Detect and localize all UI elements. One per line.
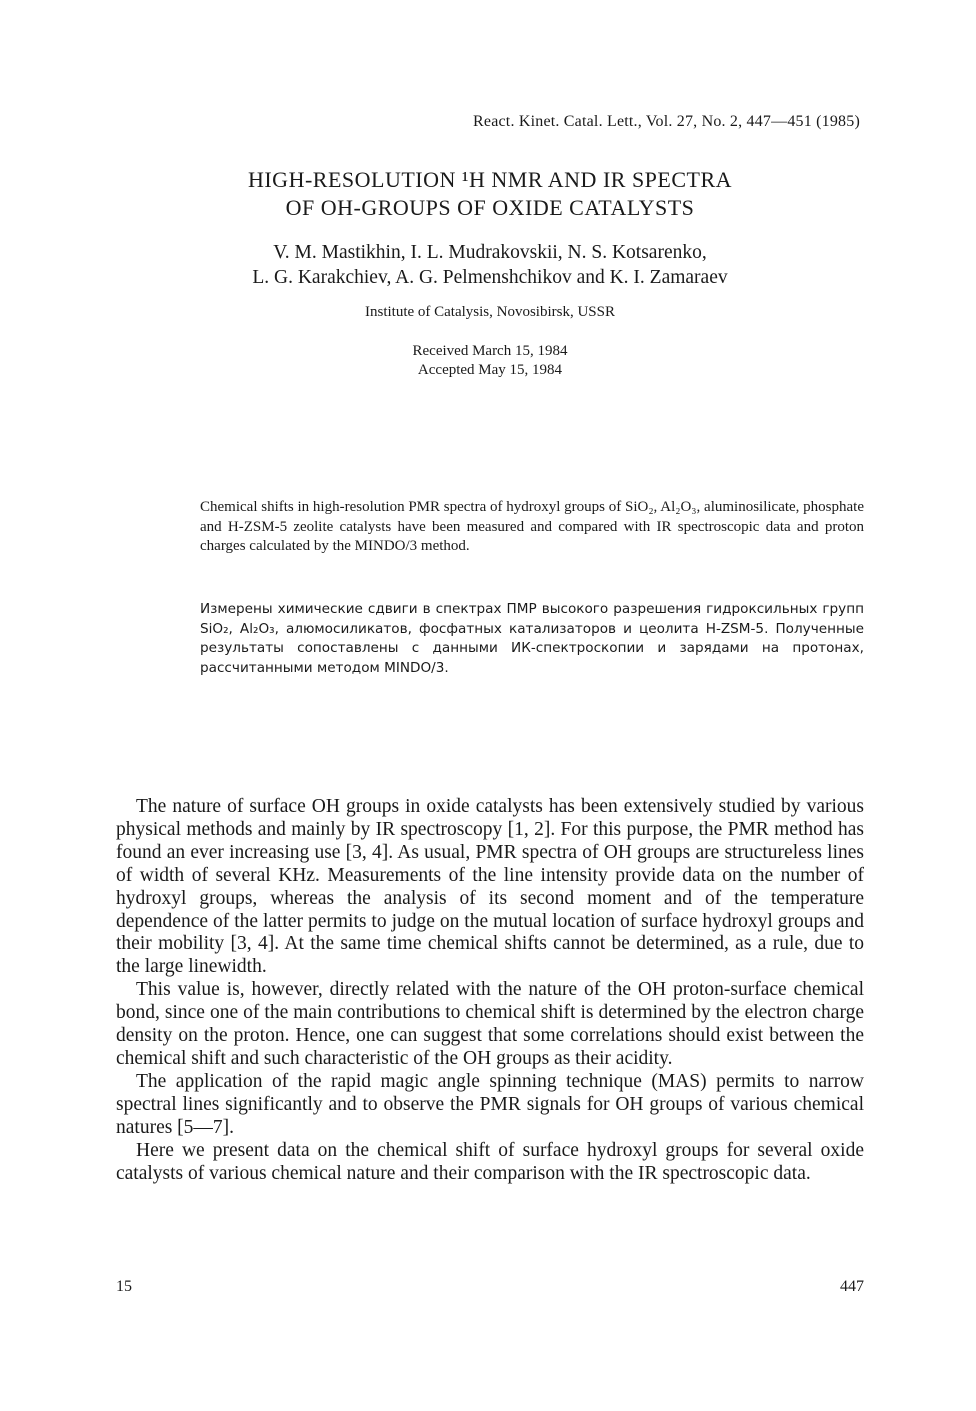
body-paragraph-4: Here we present data on the chemical shift of surface hydroxyl groups for several oxide catalysts of various chemical nature and their comparison with the IR spectroscopic data.: [116, 1139, 864, 1184]
received-date: Received March 15, 1984: [412, 343, 568, 359]
submission-dates: [115, 342, 865, 380]
affiliation: Institute of Catalysis, Novosibirsk, USSR: [364, 304, 615, 320]
body-paragraph-2: This value is, however, directly related with the nature of the OH proton-surface chemical bond, since one of the main contributions to chemical shift is determined by the electron charge density on the proton. Hence, one can suggest that some correlations should exist between the chemical shift and such characteristic of the OH groups as their acidity.: [116, 979, 864, 1069]
abstract-russian: Измерены химические сдвиги в спектрах ПМР высокого разрешения гидроксильных групп SiO₂, Al₂O₃, алюмосиликатов, фосфатных катализаторов и цеолита H-ZSM-5. Полученные результаты сопоставлены с данными ИК-спектроскопии и зарядами на протонах, рассчитанными методом MINDO/3.: [200, 601, 864, 676]
paper-title: [115, 166, 865, 222]
author-list: [115, 240, 865, 290]
journal-reference: React. Kinet. Catal. Lett., Vol. 27, No. 2, 447—451 (1985): [473, 113, 860, 130]
body-paragraph-3: The application of the rapid magic angle spinning technique (MAS) permits to narrow spectral lines significantly and to observe the PMR signals for OH groups of various chemical natures [5—7].: [116, 1070, 864, 1138]
body-paragraph-1: The nature of surface OH groups in oxide catalysts has been extensively studied by various physical methods and mainly by IR spectroscopy [1, 2]. For this purpose, the PMR method has found an ever increasing use [3, 4]. As usual, PMR spectra of OH groups are structureless lines of width of several KHz. Measurements of the line intensity provide data on the number of hydroxyl groups, whereas the analysis of its second moment and of the temperature dependence of the latter permits to judge on the mutual location of surface hydroxyl groups and their mobility [3, 4]. At the same time chemical shifts cannot be determined, as a rule, due to the large linewidth.: [116, 796, 864, 978]
abstract-english: Chemical shifts in high-resolution PMR spectra of hydroxyl groups of SiO₂, Al₂O₃, aluminosilicate, phosphate and H-ZSM-5 zeolite catalysts have been measured and compared with IR spectroscopic data and proton charges calculated by the MINDO/3 method.: [200, 499, 864, 554]
authors-line-1: V. M. Mastikhin, I. L. Mudrakovskii, N. S. Kotsarenko,: [273, 242, 707, 263]
body-text: [116, 796, 864, 1185]
accepted-date: Accepted May 15, 1984: [417, 362, 563, 378]
title-line-2: OF OH-GROUPS OF OXIDE CATALYSTS: [285, 195, 695, 220]
title-line-1: HIGH-RESOLUTION ¹H NMR AND IR SPECTRA: [247, 167, 733, 192]
page-number: 447: [840, 1278, 864, 1295]
authors-line-2: L. G. Karakchiev, A. G. Pelmenshchikov and K. I. Zamaraev: [252, 267, 728, 288]
footer-code: 15: [116, 1278, 132, 1295]
